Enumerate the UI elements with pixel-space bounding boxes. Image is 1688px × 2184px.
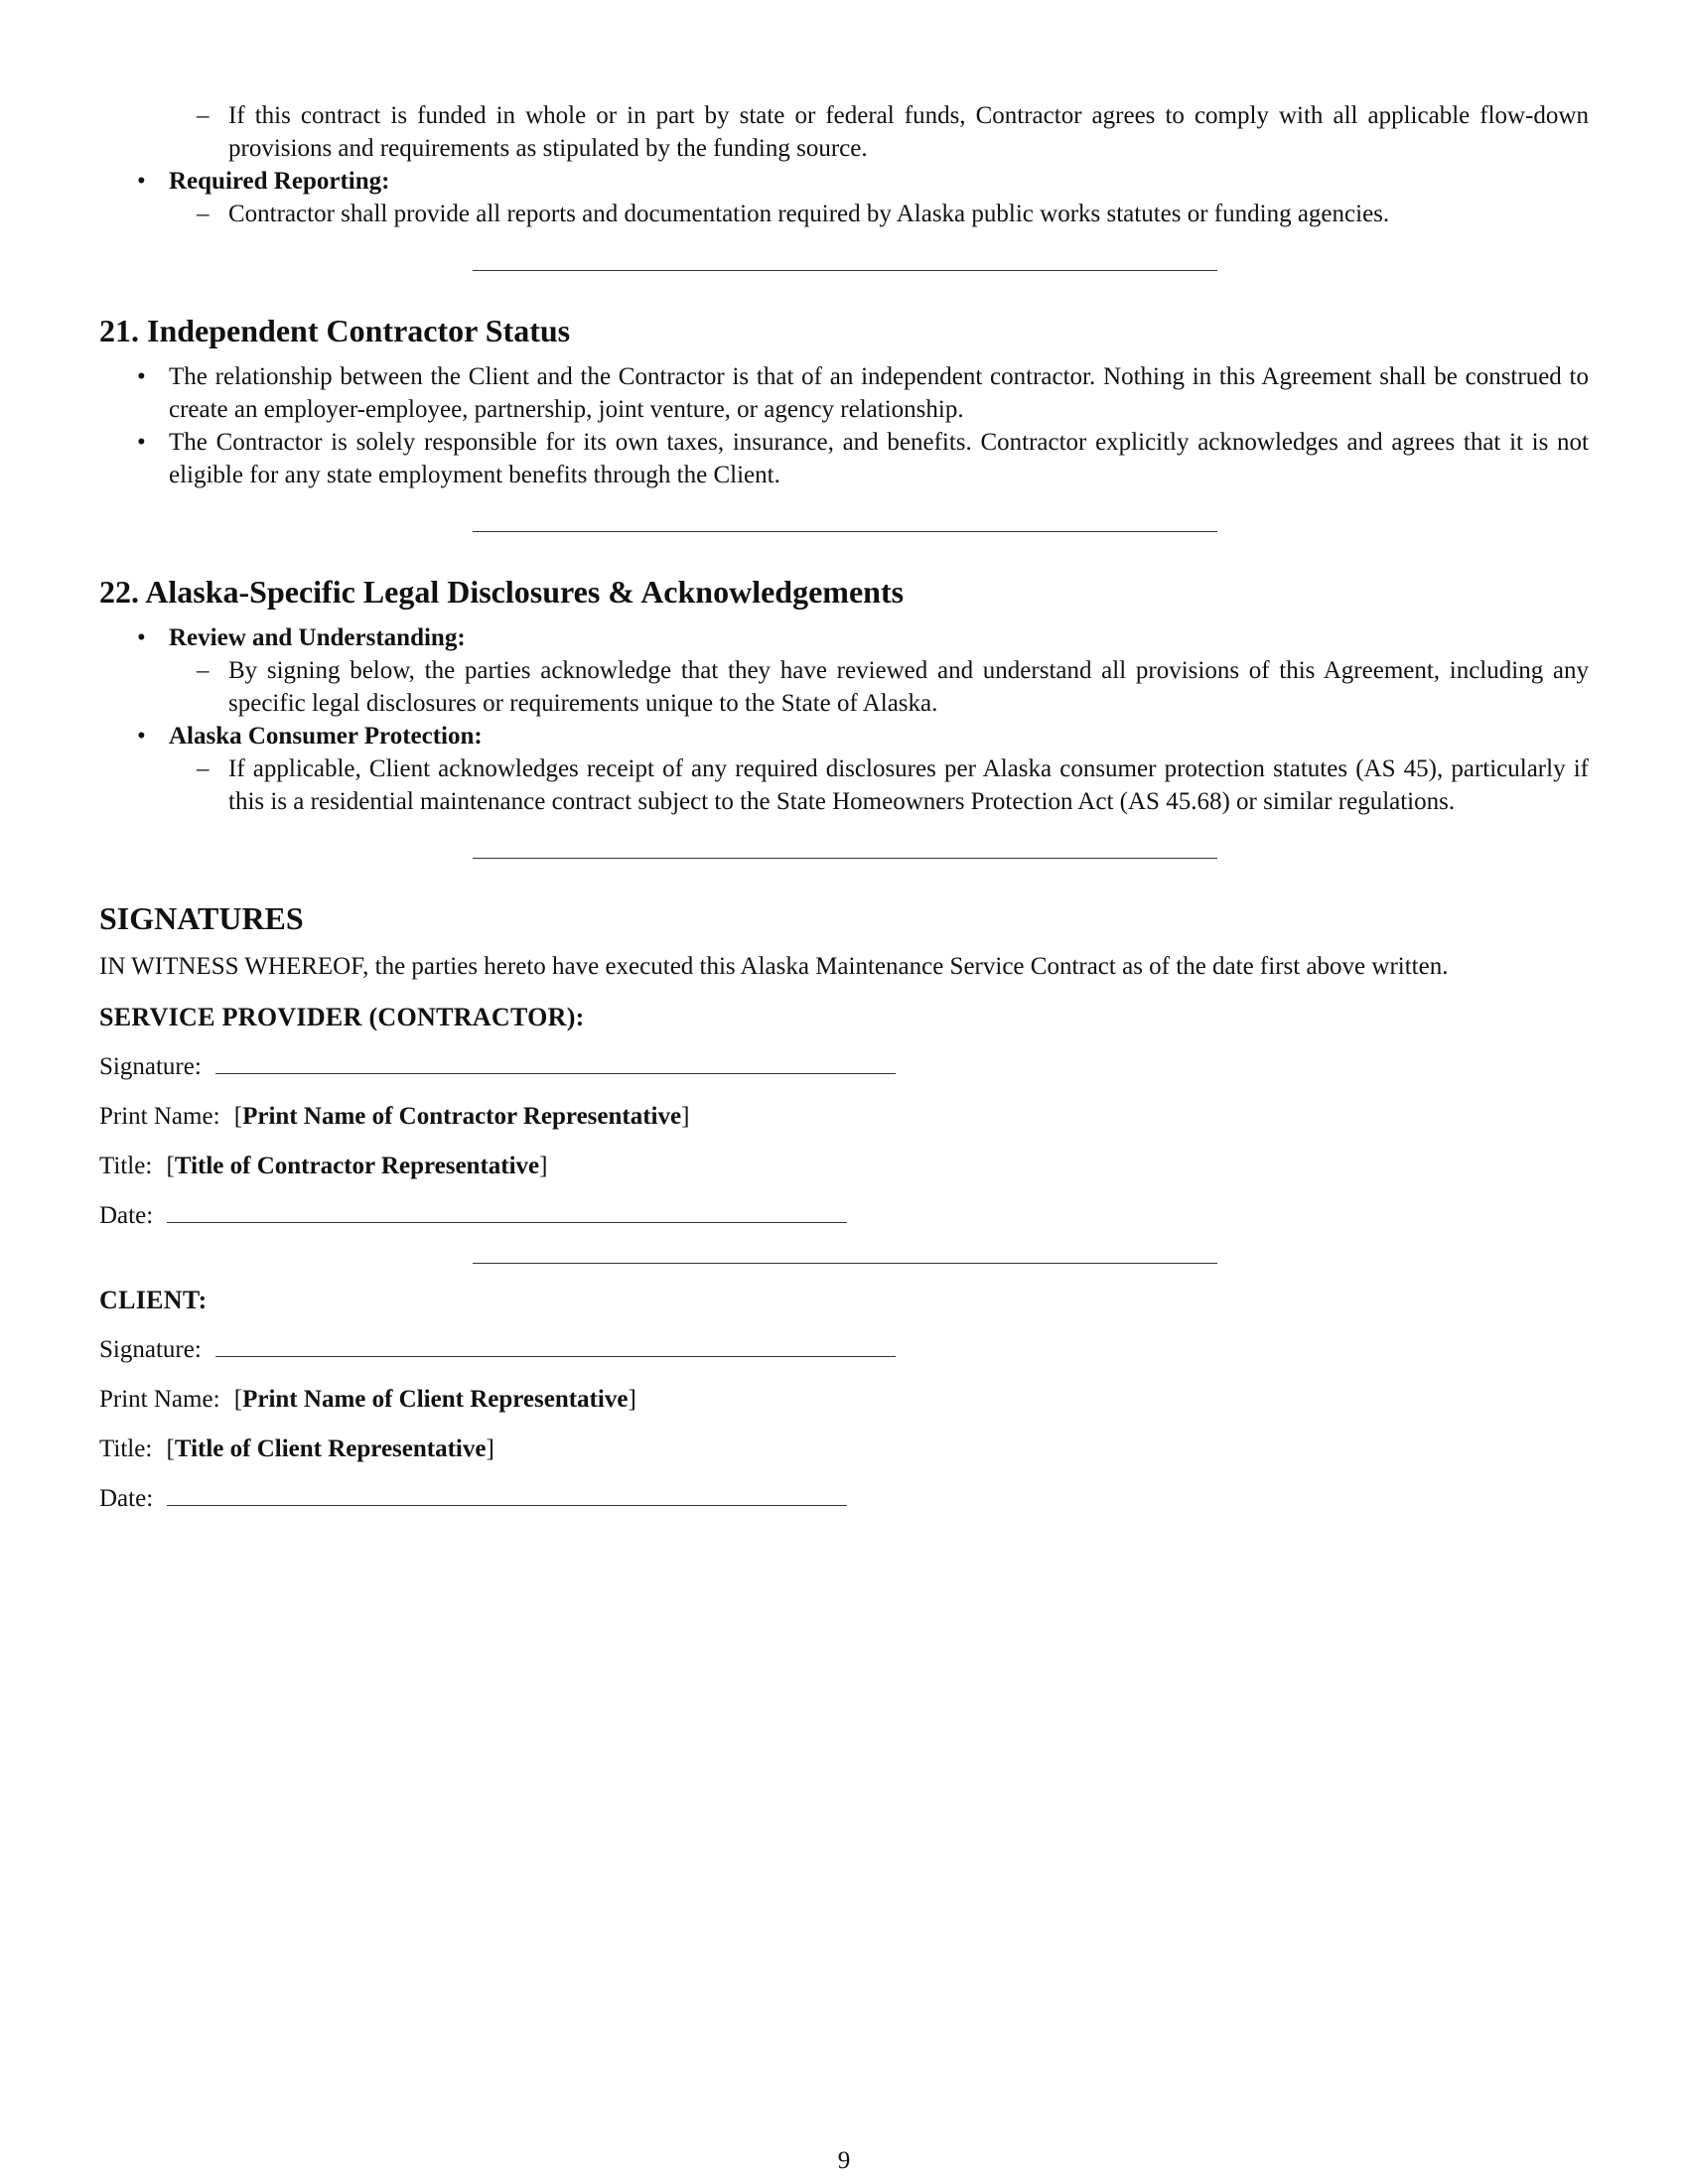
witness-text: IN WITNESS WHEREOF, the parties hereto have executed this Alaska Maintenance Service Contract as of the date first above written. (99, 953, 1449, 980)
contractor-date-label: Date: (99, 1202, 154, 1229)
client-signature-line[interactable] (215, 1334, 896, 1357)
section-21-bullet: • The Contractor is solely responsible for its own taxes, insurance, and benefits. Contractor explicitly acknowledges and agrees that it is not eligible for any state employment benefits through the Client. (99, 426, 1589, 491)
contractor-title-field: Title: [Title of Contractor Representative] (99, 1153, 548, 1179)
section-22-list (99, 621, 1589, 818)
section-21-bullet: • The relationship between the Client and the Contractor is that of an independent contractor. Nothing in this Agreement shall be construed to create an employer-employee, partnership, joint venture, or agency relationship. (99, 360, 1589, 426)
client-date-field[interactable] (99, 1482, 1589, 1516)
divider (473, 1263, 1217, 1264)
section-21-title: 21. Independent Contractor Status (99, 313, 571, 348)
divider (473, 531, 1217, 532)
consumer-bullet (99, 720, 1589, 752)
client-title-value: Title of Client Representative (174, 1435, 487, 1462)
contractor-signature-field[interactable] (99, 1050, 1589, 1084)
contractor-date-line[interactable] (167, 1200, 847, 1223)
consumer-heading: Alaska Consumer Protection: (169, 723, 483, 750)
contractor-title-value: Title of Contractor Representative (174, 1153, 540, 1179)
signatures-title: SIGNATURES (99, 900, 304, 936)
contractor-date-field[interactable] (99, 1199, 1589, 1233)
contractor-signature-label: Signature: (99, 1053, 202, 1080)
review-heading: Review and Understanding: (169, 624, 466, 651)
contractor-title-label: Title: (99, 1153, 153, 1179)
client-signature-label: Signature: (99, 1336, 202, 1363)
client-print-name-value: Print Name of Client Representative (242, 1386, 629, 1413)
consumer-item: – If applicable, Client acknowledges receipt of any required disclosures per Alaska consumer protection statutes (AS 45), particularly if this is a residential maintenance contract subject to the State Homeowners Protection Act (AS 45.68) or similar regulations. (99, 752, 1589, 818)
contractor-heading: SERVICE PROVIDER (CONTRACTOR): (99, 1003, 585, 1031)
client-title-label: Title: (99, 1435, 153, 1462)
client-date-label: Date: (99, 1485, 154, 1512)
contractor-print-name-value: Print Name of Contractor Representative (242, 1103, 682, 1130)
contractor-print-name-field: Print Name: [Print Name of Contractor Representative] (99, 1103, 690, 1130)
reporting-heading: Required Reporting: (169, 168, 390, 195)
client-signature-field[interactable] (99, 1333, 1589, 1367)
section-20-list (99, 99, 1589, 230)
contractor-print-name-label: Print Name: (99, 1103, 220, 1130)
contractor-signature-line[interactable] (215, 1051, 896, 1074)
section-22-title: 22. Alaska-Specific Legal Disclosures & Acknowledgements (99, 574, 905, 610)
client-heading: CLIENT: (99, 1286, 208, 1314)
reporting-item: – Contractor shall provide all reports and documentation required by Alaska public works statutes or funding agencies. (99, 198, 1589, 230)
reporting-bullet (99, 165, 1589, 198)
document-page (99, 99, 1589, 1532)
divider (473, 270, 1217, 271)
client-print-name-field: Print Name: [Print Name of Client Representative] (99, 1386, 636, 1413)
client-title-field: Title: [Title of Client Representative] (99, 1435, 494, 1462)
review-bullet (99, 621, 1589, 654)
divider (473, 858, 1217, 859)
review-item: – By signing below, the parties acknowledge that they have reviewed and understand all provisions of this Agreement, including any specific legal disclosures or requirements unique to the State of Alaska. (99, 654, 1589, 720)
funding-item: – If this contract is funded in whole or in part by state or federal funds, Contractor agrees to comply with all applicable flow-down provisions and requirements as stipulated by the funding source. (99, 99, 1589, 165)
page-number: 9 (837, 2147, 851, 2174)
client-date-line[interactable] (167, 1483, 847, 1506)
client-print-name-label: Print Name: (99, 1386, 220, 1413)
section-21-list (99, 360, 1589, 491)
